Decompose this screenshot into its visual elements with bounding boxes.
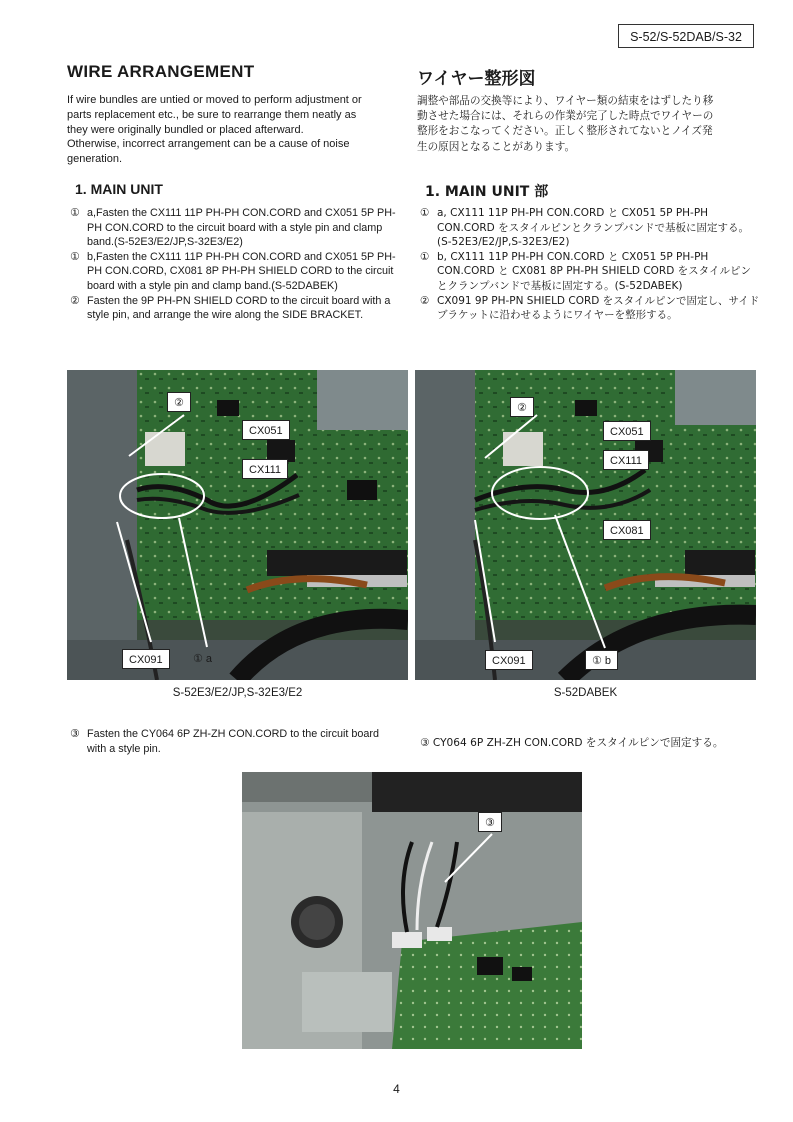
intro-line: 調整や部品の交換等により、ワイヤー類の結束をはずしたり移 <box>417 95 714 107</box>
step3-ja <box>420 735 760 750</box>
callout-3: ③ <box>478 812 502 832</box>
callout-cx091: CX091 <box>485 650 533 670</box>
steps-list-ja <box>420 206 760 323</box>
step-number: ② <box>70 294 80 307</box>
callout-2: ② <box>167 392 191 412</box>
page-title-ja: ワイヤー整形図 <box>417 69 536 89</box>
step-text: Fasten the CY064 6P ZH-ZH CON.CORD to the circuit board with a style pin. <box>87 728 380 755</box>
intro-line: they were originally bundled or placed afterward. <box>67 123 304 136</box>
callout-cx111: CX111 <box>603 450 649 470</box>
intro-line: generation. <box>67 153 123 166</box>
intro-line: parts replacement etc., be sure to rearrange them neatly as <box>67 108 357 121</box>
step-number: ① <box>70 207 80 219</box>
step-number: ③ <box>70 728 80 740</box>
step-item <box>420 294 760 323</box>
callout-cx081: CX081 <box>603 520 651 540</box>
callout-cx111: CX111 <box>242 459 288 479</box>
callout-1a: ① a <box>193 653 213 665</box>
step-number: ① <box>70 250 80 263</box>
photo-caption-right: S-52DABEK <box>553 687 618 699</box>
step-text: a,Fasten the CX111 11P PH-PH CON.CORD and CX051 5P PH-PH CON.CORD to the circuit board with a style pin and clamp band.(S-52E3/E2/JP,S-32E3/E2) <box>87 207 396 249</box>
step-item <box>420 250 760 294</box>
circuit-board-photo <box>67 370 408 680</box>
step-item <box>420 206 760 250</box>
step-item <box>70 206 402 250</box>
section-heading-ja: 1. MAIN UNIT 部 <box>425 184 549 200</box>
callout-cx091: CX091 <box>122 649 170 669</box>
step-text: Fasten the 9P PH-PN SHIELD CORD to the circuit board with a style pin, and arrange the wire along the SIDE BRACKET. <box>87 294 391 322</box>
intro-paragraph-en <box>67 93 397 167</box>
step-number: ① <box>420 250 430 263</box>
circuit-board-photo <box>415 370 756 680</box>
step-text: b, CX111 11P PH-PH CON.CORD と CX051 5P PH-PH CON.CORD と CX081 8P PH-PH SHIELD CORD をスタイルピンとクランプバンドで基板に固定する。(S-52DABEK) <box>437 250 751 292</box>
photo-caption-left: S-52E3/E2/JP,S-32E3/E2 <box>172 687 303 699</box>
steps-list-en <box>70 206 402 323</box>
callout-2: ② <box>510 397 534 417</box>
step-text: a, CX111 11P PH-PH CON.CORD と CX051 5P PH-PH CON.CORD をスタイルピンとクランプバンドで基板に固定する。(S-52E3/E2/JP,S-32E3/E2) <box>437 207 750 249</box>
photo-main-unit-e3 <box>67 370 408 680</box>
intro-line: If wire bundles are untied or moved to perform adjustment or <box>67 94 362 106</box>
intro-line: Otherwise, incorrect arrangement can be a cause of noise <box>67 138 350 151</box>
intro-line: 整形をおこなってください。正しく整形されてないとノイズ発 <box>417 125 713 138</box>
step-number: ② <box>420 294 430 307</box>
callout-cx051: CX051 <box>603 421 651 441</box>
callout-cx051: CX051 <box>242 420 290 440</box>
circuit-board-photo <box>242 772 582 1049</box>
intro-paragraph-ja <box>417 94 757 155</box>
step-number: ③ <box>420 737 430 749</box>
photo-main-unit-dabek <box>415 370 756 680</box>
intro-line: 生の原因となることがあります。 <box>417 140 576 153</box>
step3-en <box>70 727 390 756</box>
photo-cy064 <box>242 772 582 1049</box>
step-text: CY064 6P ZH-ZH CON.CORD をスタイルピンで固定する。 <box>432 737 724 749</box>
step-item <box>70 294 402 323</box>
model-number-box: S-52/S-52DAB/S-32 <box>618 24 754 48</box>
step-item <box>70 250 402 294</box>
callout-1b: ① b <box>585 650 618 670</box>
step-number: ① <box>420 207 430 219</box>
page-title-en: WIRE ARRANGEMENT <box>67 62 255 81</box>
step-text: CX091 9P PH-PN SHIELD CORD をスタイルピンで固定し、サイドブラケットに沿わせるようにワイヤーを整形する。 <box>437 294 760 322</box>
intro-line: 動させた場合には、それらの作業が完了した時点でワイヤーの <box>417 110 714 123</box>
step-text: b,Fasten the CX111 11P PH-PH CON.CORD and CX051 5P PH-PH CON.CORD, CX081 8P PH-PH SHIELD CORD to the circuit board with a style pin and clamp band.(S-52DABEK) <box>87 250 396 292</box>
page-number: 4 <box>393 1082 400 1096</box>
section-heading-en: 1. MAIN UNIT <box>75 181 163 197</box>
